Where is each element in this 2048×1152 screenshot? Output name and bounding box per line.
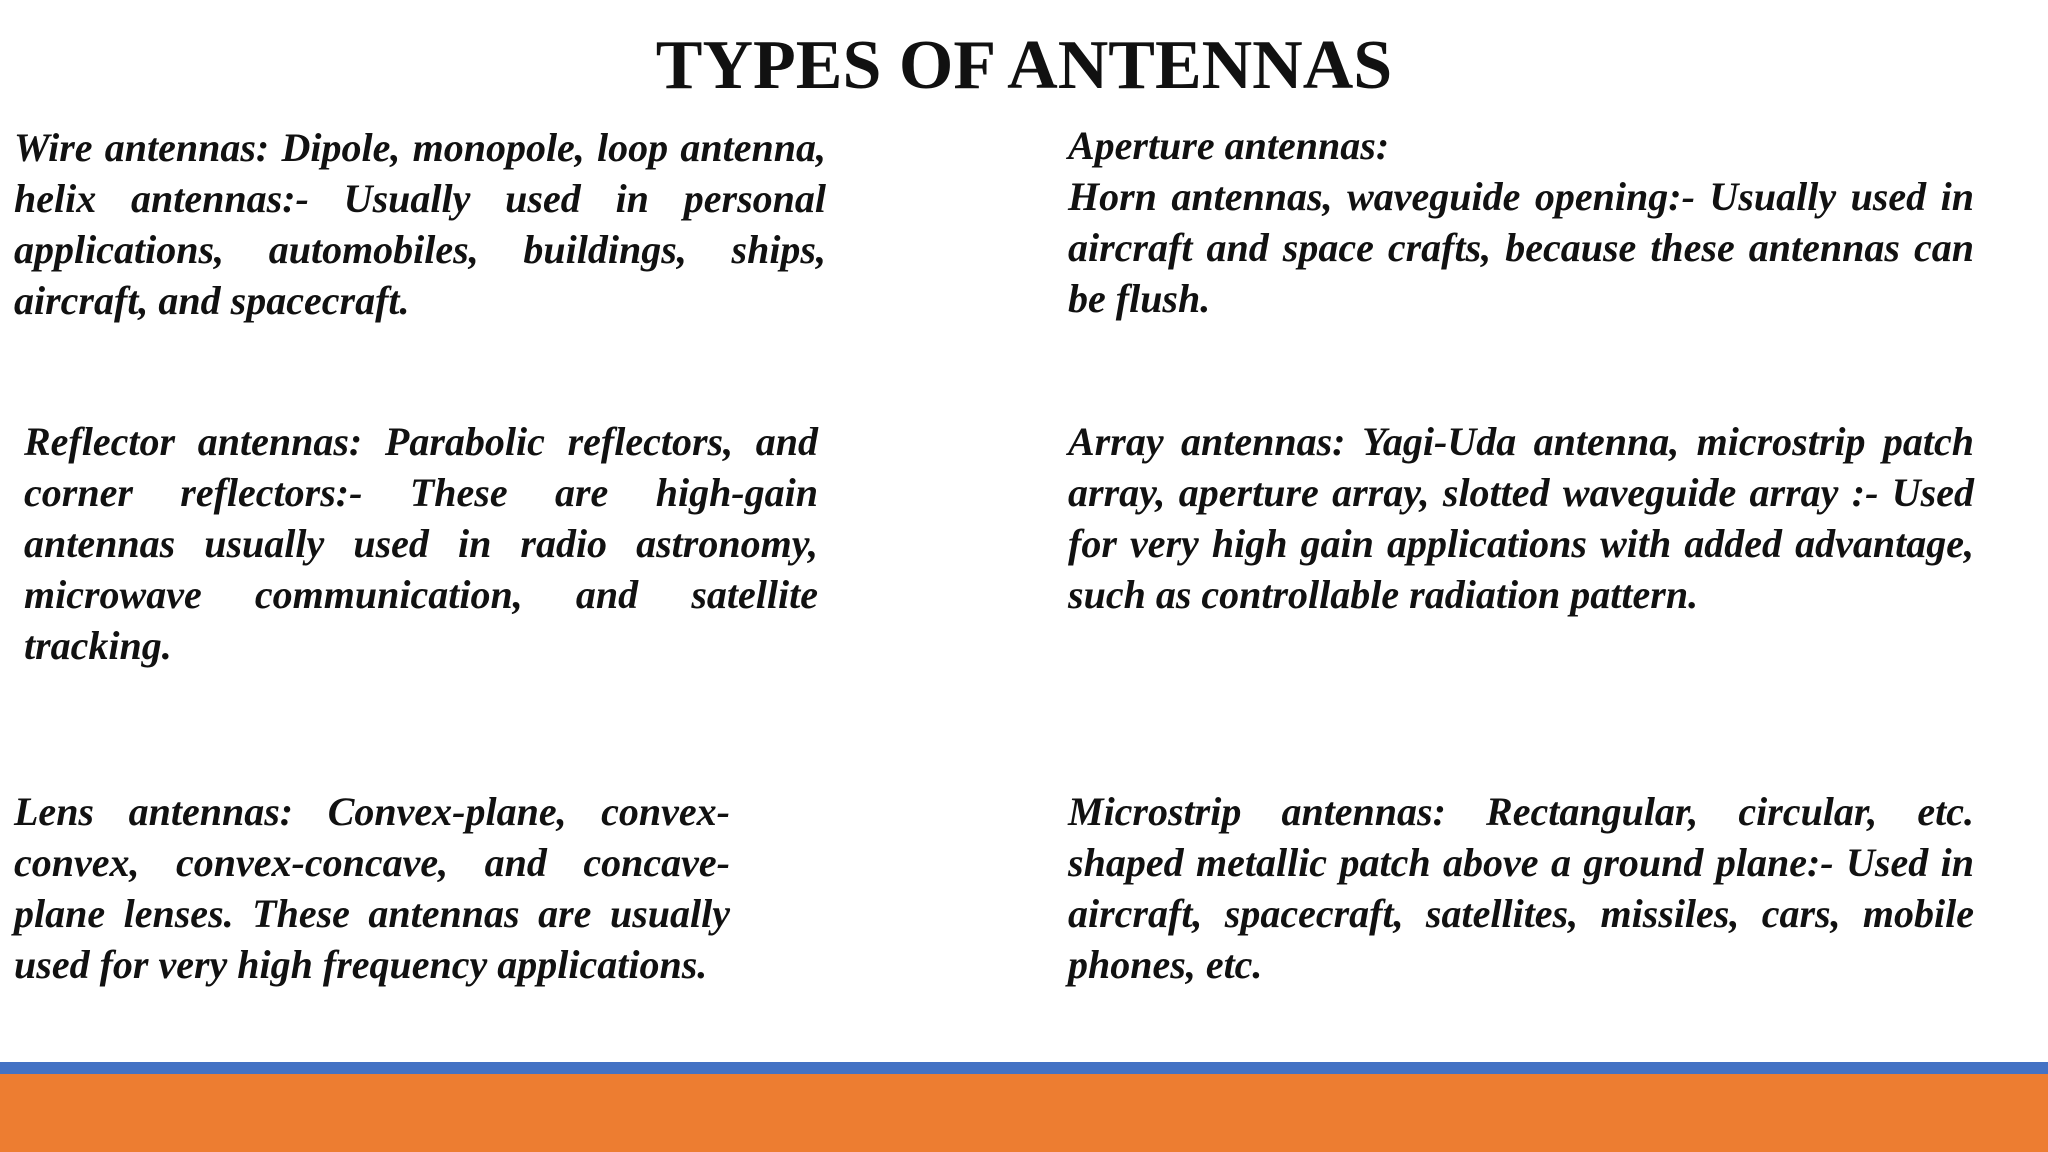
aperture-antennas-text: Horn antennas, waveguide opening:- Usually used in aircraft and space crafts, because these antennas can be flush. [1068, 174, 1974, 321]
reflector-antennas-text: Reflector antennas: Parabolic reflectors, and corner reflectors:- These are high-gain antennas usually used in radio astronomy, microwave communication, and satellite tracking. [24, 419, 818, 668]
aperture-antennas-block [1068, 120, 1974, 324]
lens-antennas-text: Lens antennas: Convex-plane, convex-convex, convex-concave, and concave-plane lenses. These antennas are usually used for very high frequency applications. [14, 789, 730, 987]
wire-antennas-text: Wire antennas: Dipole, monopole, loop antenna, helix antennas:- Usually used in personal applications, automobiles, buildings, ships, aircraft, and spacecraft. [14, 125, 826, 323]
microstrip-antennas-text: Microstrip antennas: Rectangular, circular, etc. shaped metallic patch above a ground plane:- Used in aircraft, spacecraft, satellites, missiles, cars, mobile phones, etc. [1068, 789, 1974, 987]
footer-blue-stripe [0, 1062, 2048, 1074]
footer-orange-band [0, 1074, 2048, 1152]
array-antennas-text: Array antennas: Yagi-Uda antenna, microstrip patch array, aperture array, slotted waveguide array :- Used for very high gain applications with added advantage, such as controllable radiation pattern. [1068, 419, 1974, 617]
aperture-antennas-heading: Aperture antennas: [1068, 123, 1390, 168]
slide-title: TYPES OF ANTENNAS [655, 27, 1393, 104]
